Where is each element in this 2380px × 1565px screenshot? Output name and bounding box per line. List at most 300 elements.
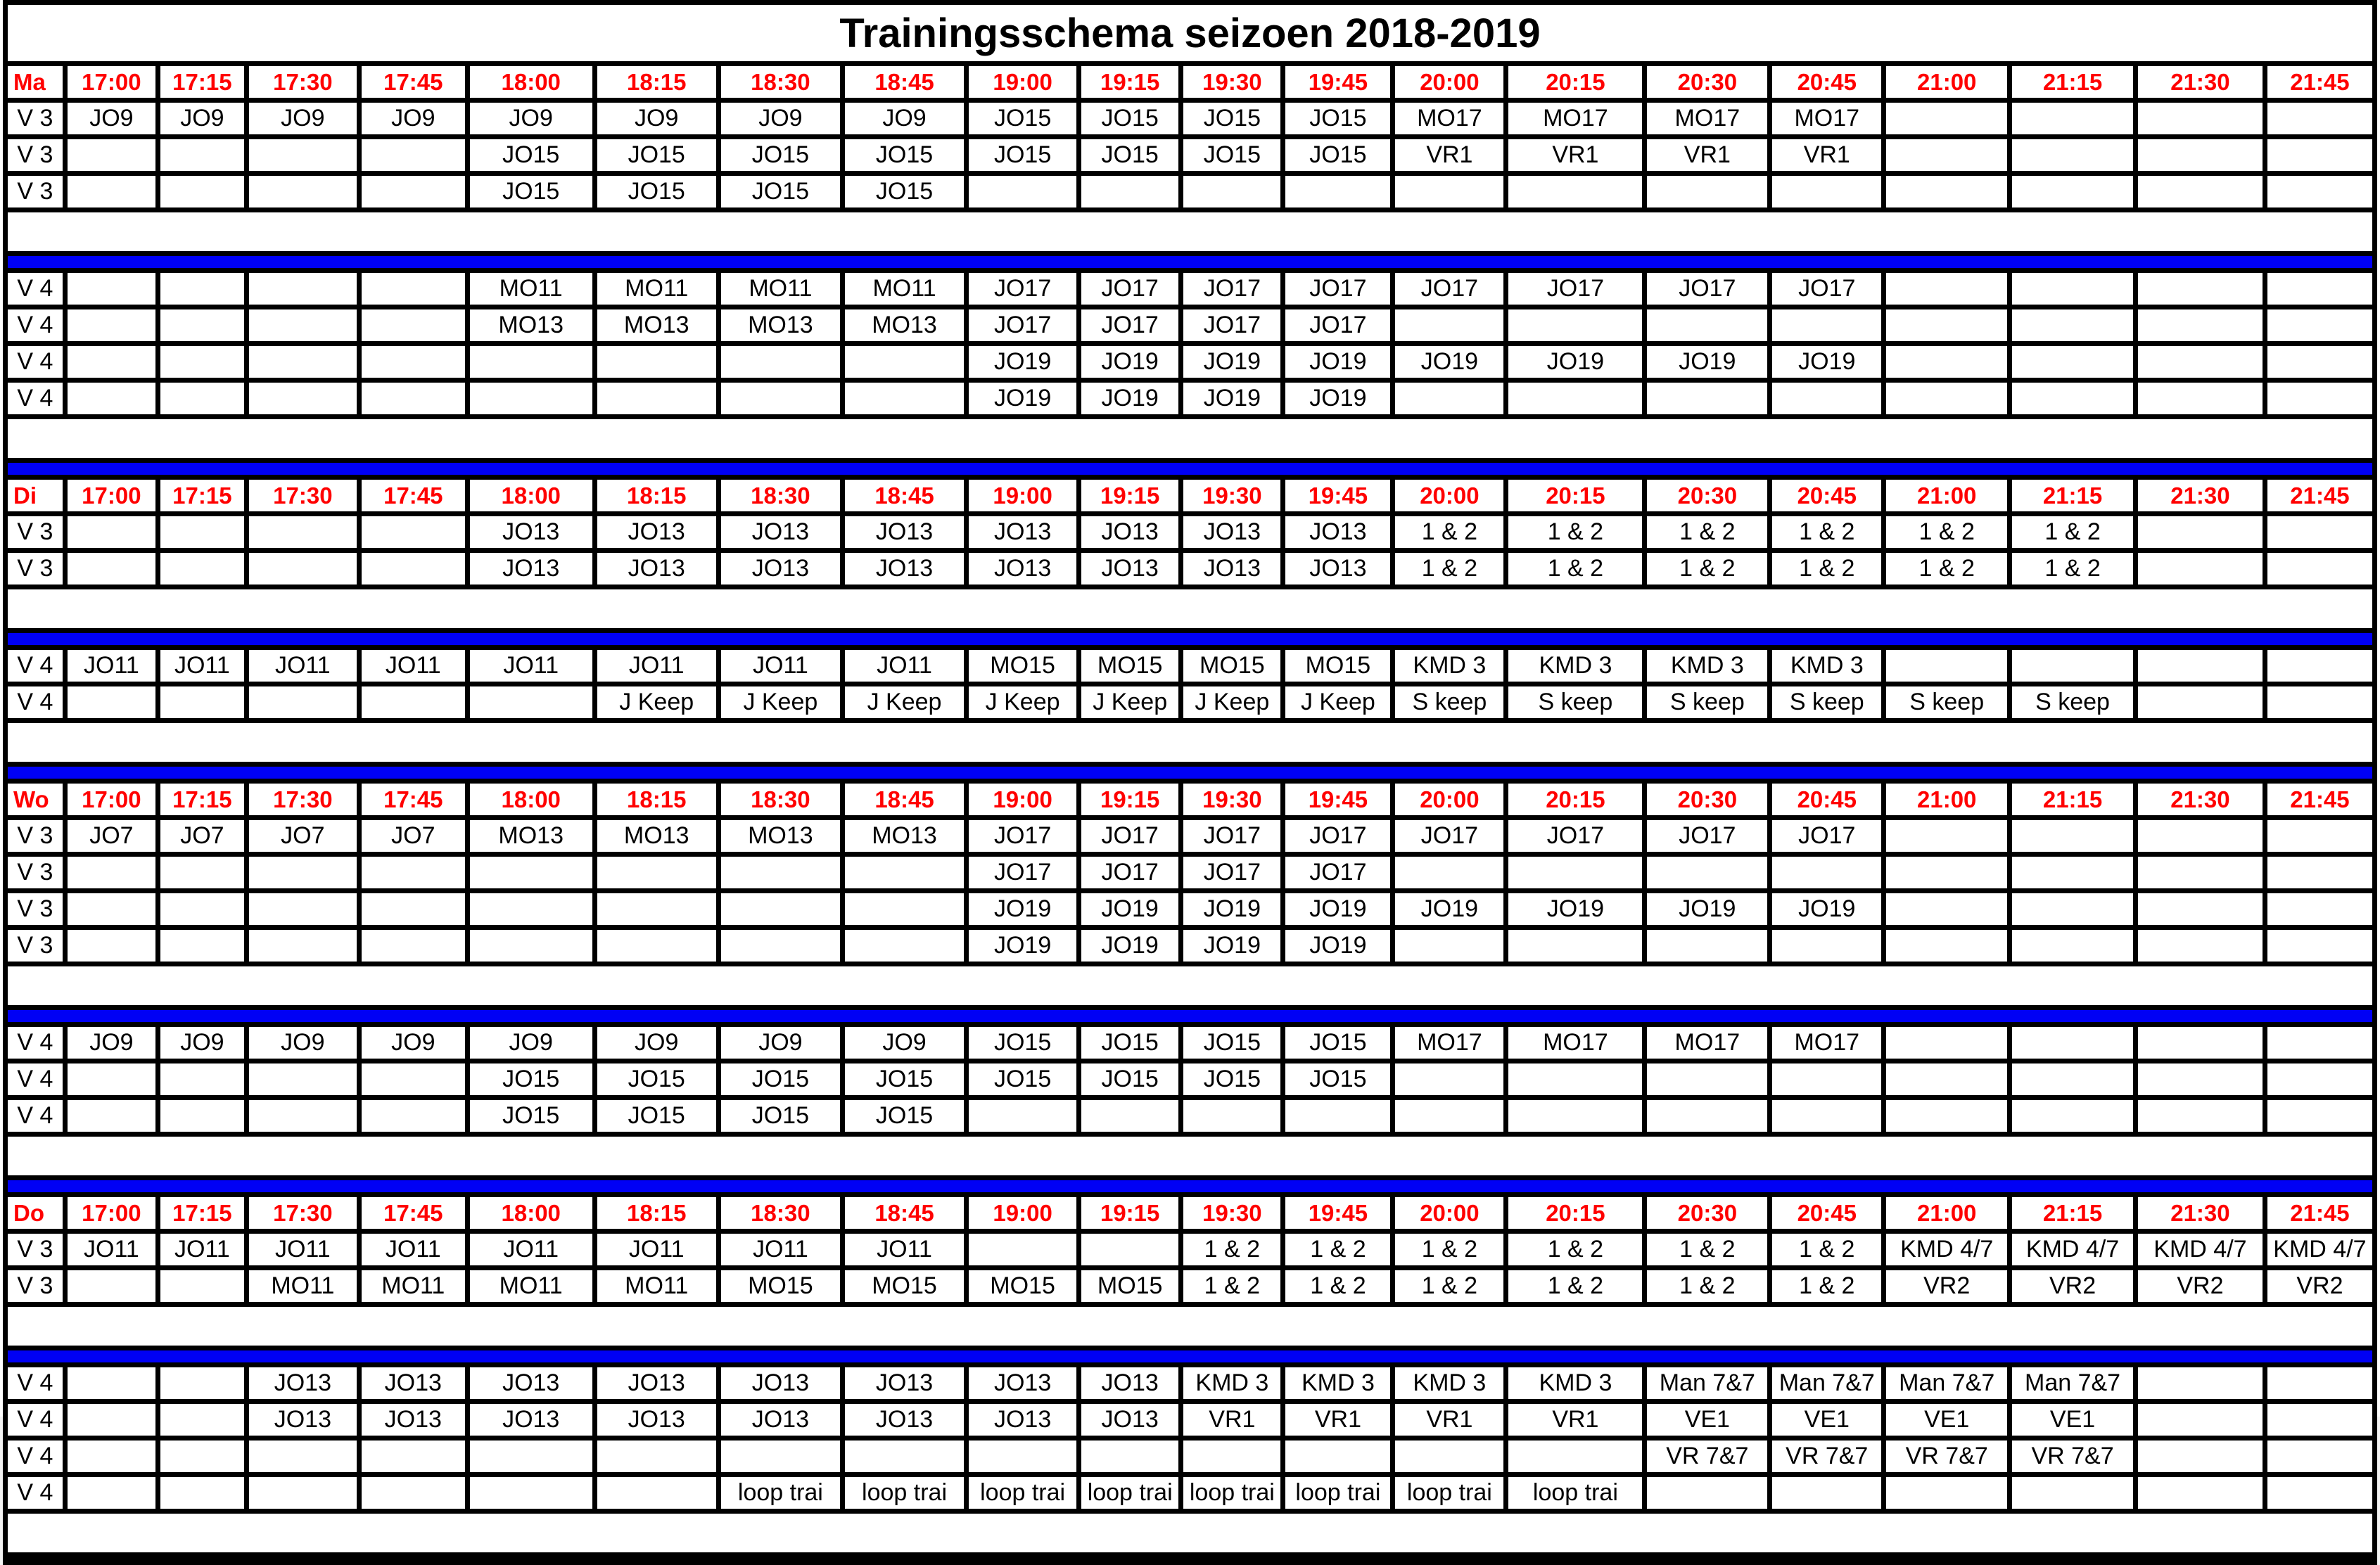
schedule-cell: KMD 3 xyxy=(1645,648,1770,684)
schedule-cell: JO9 xyxy=(359,1025,467,1061)
schedule-cell-empty xyxy=(65,1268,158,1305)
field-label: V 3 xyxy=(6,551,65,587)
schedule-cell-empty xyxy=(158,307,246,344)
schedule-cell-empty xyxy=(2010,1061,2136,1098)
schedule-cell-empty xyxy=(359,381,467,417)
schedule-cell: JO13 xyxy=(594,1402,718,1438)
section-divider-bar-row xyxy=(6,1008,2375,1025)
schedule-cell-empty xyxy=(1884,855,2010,891)
schedule-cell: JO11 xyxy=(158,648,246,684)
schedule-cell-empty xyxy=(2135,101,2265,137)
schedule-cell: JO17 xyxy=(1506,818,1645,855)
schedule-cell-empty xyxy=(842,891,966,928)
schedule-row xyxy=(6,928,2375,964)
schedule-row xyxy=(6,818,2375,855)
schedule-cell: VR 7&7 xyxy=(1770,1438,1884,1475)
schedule-cell: KMD 3 xyxy=(1506,648,1645,684)
schedule-cell-empty xyxy=(1079,1098,1181,1135)
schedule-cell: JO15 xyxy=(594,1098,718,1135)
schedule-cell: JO13 xyxy=(1079,551,1181,587)
schedule-cell-empty xyxy=(2135,174,2265,210)
schedule-cell-empty xyxy=(1393,855,1506,891)
schedule-cell-empty xyxy=(1506,174,1645,210)
schedule-cell: JO15 xyxy=(967,137,1079,174)
time-header: 17:30 xyxy=(246,781,359,818)
day-header-row-wo xyxy=(6,781,2375,818)
time-header: 19:15 xyxy=(1079,64,1181,101)
schedule-cell: MO11 xyxy=(359,1268,467,1305)
schedule-cell-empty xyxy=(1884,137,2010,174)
section-divider-bar xyxy=(6,1178,2375,1195)
time-header: 17:15 xyxy=(158,781,246,818)
schedule-cell-empty xyxy=(2010,137,2136,174)
schedule-cell: 1 & 2 xyxy=(1770,514,1884,551)
schedule-cell: JO13 xyxy=(967,1402,1079,1438)
schedule-cell: loop trai xyxy=(967,1475,1079,1512)
time-header: 20:15 xyxy=(1506,64,1645,101)
schedule-cell-empty xyxy=(2010,648,2136,684)
schedule-cell: 1 & 2 xyxy=(1181,1232,1283,1268)
schedule-cell: JO11 xyxy=(842,648,966,684)
time-header: 18:30 xyxy=(718,781,842,818)
time-header: 19:45 xyxy=(1283,1195,1393,1232)
field-label: V 3 xyxy=(6,174,65,210)
schedule-cell: JO9 xyxy=(842,101,966,137)
schedule-cell: Man 7&7 xyxy=(1645,1365,1770,1402)
time-header: 17:30 xyxy=(246,478,359,514)
schedule-cell: JO11 xyxy=(359,648,467,684)
schedule-cell: JO15 xyxy=(967,1025,1079,1061)
schedule-cell: JO11 xyxy=(467,648,594,684)
schedule-cell: S keep xyxy=(1645,684,1770,721)
title-row xyxy=(6,3,2375,64)
schedule-cell-empty xyxy=(1884,1098,2010,1135)
schedule-cell: JO13 xyxy=(1181,551,1283,587)
schedule-cell: JO7 xyxy=(158,818,246,855)
schedule-cell: VR 7&7 xyxy=(2010,1438,2136,1475)
schedule-cell: JO17 xyxy=(1393,818,1506,855)
schedule-cell: JO11 xyxy=(359,1232,467,1268)
schedule-cell: J Keep xyxy=(1079,684,1181,721)
schedule-cell: JO19 xyxy=(967,381,1079,417)
time-header: 20:45 xyxy=(1770,781,1884,818)
schedule-row xyxy=(6,1438,2375,1475)
schedule-cell: JO11 xyxy=(594,1232,718,1268)
schedule-cell: JO15 xyxy=(1181,101,1283,137)
schedule-row xyxy=(6,1268,2375,1305)
field-label: V 3 xyxy=(6,891,65,928)
schedule-cell-empty xyxy=(246,174,359,210)
time-header: 19:00 xyxy=(967,1195,1079,1232)
schedule-cell-empty xyxy=(1393,307,1506,344)
schedule-cell: loop trai xyxy=(1079,1475,1181,1512)
field-label: V 3 xyxy=(6,928,65,964)
schedule-cell-empty xyxy=(594,1438,718,1475)
schedule-cell: JO15 xyxy=(842,1098,966,1135)
field-label: V 3 xyxy=(6,514,65,551)
schedule-cell-empty xyxy=(967,174,1079,210)
schedule-cell: JO13 xyxy=(718,551,842,587)
time-header: 18:00 xyxy=(467,781,594,818)
schedule-cell: JO13 xyxy=(467,1365,594,1402)
schedule-cell-empty xyxy=(359,855,467,891)
schedule-cell: JO13 xyxy=(359,1365,467,1402)
schedule-cell: VE1 xyxy=(2010,1402,2136,1438)
schedule-cell: JO15 xyxy=(718,137,842,174)
schedule-cell: JO13 xyxy=(1079,1365,1181,1402)
schedule-cell: 1 & 2 xyxy=(1283,1268,1393,1305)
training-schedule-table xyxy=(3,0,2377,1565)
time-header: 21:00 xyxy=(1884,64,2010,101)
time-header: 18:15 xyxy=(594,478,718,514)
schedule-cell-empty xyxy=(359,684,467,721)
schedule-cell: JO17 xyxy=(1770,818,1884,855)
schedule-cell-empty xyxy=(594,891,718,928)
schedule-cell-empty xyxy=(1884,307,2010,344)
schedule-cell: S keep xyxy=(1506,684,1645,721)
schedule-cell: JO19 xyxy=(1283,344,1393,381)
schedule-cell-empty xyxy=(842,1438,966,1475)
schedule-cell: JO15 xyxy=(718,1061,842,1098)
time-header: 21:45 xyxy=(2265,1195,2374,1232)
schedule-cell: loop trai xyxy=(1506,1475,1645,1512)
schedule-cell: JO13 xyxy=(718,1402,842,1438)
schedule-cell: 1 & 2 xyxy=(1645,551,1770,587)
schedule-cell-empty xyxy=(2010,928,2136,964)
schedule-cell-empty xyxy=(1884,648,2010,684)
schedule-cell: JO7 xyxy=(65,818,158,855)
schedule-cell: MO13 xyxy=(594,818,718,855)
schedule-cell-empty xyxy=(2265,891,2374,928)
schedule-cell: VE1 xyxy=(1645,1402,1770,1438)
schedule-cell: JO17 xyxy=(1079,855,1181,891)
time-header: 17:00 xyxy=(65,781,158,818)
section-divider-bar xyxy=(6,631,2375,648)
spacer xyxy=(6,964,2375,1008)
schedule-cell-empty xyxy=(2135,514,2265,551)
schedule-cell-empty xyxy=(2265,1438,2374,1475)
schedule-cell: JO9 xyxy=(65,101,158,137)
schedule-cell-empty xyxy=(246,344,359,381)
time-header: 17:00 xyxy=(65,478,158,514)
schedule-cell: JO19 xyxy=(1079,928,1181,964)
schedule-cell-empty xyxy=(1393,174,1506,210)
schedule-cell: MO13 xyxy=(718,307,842,344)
schedule-row xyxy=(6,101,2375,137)
section-divider-bar-row xyxy=(6,765,2375,781)
time-header: 21:30 xyxy=(2135,781,2265,818)
schedule-cell-empty xyxy=(2135,344,2265,381)
schedule-cell: JO9 xyxy=(158,101,246,137)
schedule-cell-empty xyxy=(1393,1061,1506,1098)
schedule-cell: JO15 xyxy=(1181,1061,1283,1098)
schedule-cell-empty xyxy=(65,514,158,551)
schedule-cell-empty xyxy=(2135,1061,2265,1098)
schedule-cell-empty xyxy=(2010,307,2136,344)
schedule-cell-empty xyxy=(1506,1098,1645,1135)
schedule-cell-empty xyxy=(467,1438,594,1475)
schedule-cell-empty xyxy=(246,514,359,551)
schedule-row xyxy=(6,344,2375,381)
schedule-cell: JO13 xyxy=(594,514,718,551)
schedule-cell: JO19 xyxy=(1283,381,1393,417)
time-header: 18:00 xyxy=(467,478,594,514)
schedule-cell: JO19 xyxy=(1181,891,1283,928)
schedule-cell-empty xyxy=(2135,381,2265,417)
schedule-cell: JO11 xyxy=(467,1232,594,1268)
schedule-cell: 1 & 2 xyxy=(1393,1268,1506,1305)
schedule-cell-empty xyxy=(2265,101,2374,137)
schedule-cell: JO17 xyxy=(1181,855,1283,891)
schedule-cell: JO13 xyxy=(467,514,594,551)
schedule-cell: JO17 xyxy=(967,271,1079,307)
time-header: 17:30 xyxy=(246,1195,359,1232)
schedule-row xyxy=(6,381,2375,417)
schedule-cell-empty xyxy=(2135,684,2265,721)
schedule-cell: JO15 xyxy=(842,137,966,174)
schedule-cell: JO17 xyxy=(967,855,1079,891)
schedule-cell-empty xyxy=(1770,855,1884,891)
time-header: 21:00 xyxy=(1884,1195,2010,1232)
schedule-cell: JO17 xyxy=(1506,271,1645,307)
schedule-cell: JO11 xyxy=(246,648,359,684)
time-header: 19:45 xyxy=(1283,478,1393,514)
schedule-cell: J Keep xyxy=(718,684,842,721)
schedule-cell-empty xyxy=(1393,1438,1506,1475)
schedule-cell-empty xyxy=(594,344,718,381)
schedule-cell-empty xyxy=(2265,1061,2374,1098)
section-divider-bar xyxy=(6,461,2375,478)
time-header: 17:15 xyxy=(158,478,246,514)
schedule-cell: JO17 xyxy=(1079,271,1181,307)
spacer-row xyxy=(6,587,2375,631)
schedule-cell: JO13 xyxy=(594,1365,718,1402)
schedule-cell-empty xyxy=(1884,1025,2010,1061)
time-header: 18:15 xyxy=(594,781,718,818)
schedule-cell: VR 7&7 xyxy=(1884,1438,2010,1475)
schedule-cell-empty xyxy=(1645,307,1770,344)
schedule-cell: MO15 xyxy=(1079,648,1181,684)
time-header: 20:30 xyxy=(1645,1195,1770,1232)
schedule-cell-empty xyxy=(65,891,158,928)
time-header: 17:00 xyxy=(65,64,158,101)
schedule-cell: 1 & 2 xyxy=(2010,551,2136,587)
schedule-cell: JO9 xyxy=(594,101,718,137)
section-divider-bar-row xyxy=(6,631,2375,648)
schedule-cell-empty xyxy=(2265,551,2374,587)
schedule-cell-empty xyxy=(158,344,246,381)
schedule-cell: S keep xyxy=(2010,684,2136,721)
field-label: V 3 xyxy=(6,101,65,137)
time-header: 18:30 xyxy=(718,478,842,514)
schedule-cell: JO17 xyxy=(1181,271,1283,307)
schedule-cell-empty xyxy=(65,381,158,417)
schedule-cell: JO13 xyxy=(842,1365,966,1402)
schedule-cell: loop trai xyxy=(1283,1475,1393,1512)
schedule-row xyxy=(6,514,2375,551)
time-header: 19:30 xyxy=(1181,1195,1283,1232)
schedule-cell: JO17 xyxy=(1770,271,1884,307)
spacer xyxy=(6,721,2375,765)
schedule-cell: JO9 xyxy=(158,1025,246,1061)
field-label: V 4 xyxy=(6,1061,65,1098)
schedule-cell-empty xyxy=(1506,1061,1645,1098)
schedule-cell-empty xyxy=(842,381,966,417)
schedule-cell-empty xyxy=(359,174,467,210)
schedule-cell-empty xyxy=(2135,271,2265,307)
schedule-cell: JO11 xyxy=(65,1232,158,1268)
schedule-cell-empty xyxy=(2010,101,2136,137)
time-header: 21:00 xyxy=(1884,781,2010,818)
time-header: 20:45 xyxy=(1770,64,1884,101)
schedule-cell-empty xyxy=(1884,381,2010,417)
schedule-cell: JO19 xyxy=(1645,344,1770,381)
day-label-wo: Wo xyxy=(6,781,65,818)
schedule-cell: JO11 xyxy=(718,1232,842,1268)
schedule-cell: VR1 xyxy=(1393,137,1506,174)
day-header-row-do xyxy=(6,1195,2375,1232)
time-header: 19:15 xyxy=(1079,478,1181,514)
schedule-cell: JO17 xyxy=(1283,855,1393,891)
schedule-cell: 1 & 2 xyxy=(1645,1232,1770,1268)
schedule-cell: JO17 xyxy=(1079,818,1181,855)
schedule-cell: JO19 xyxy=(1181,928,1283,964)
schedule-cell-empty xyxy=(2265,137,2374,174)
time-header: 20:15 xyxy=(1506,478,1645,514)
section-divider-bar-row xyxy=(6,1178,2375,1195)
schedule-cell-empty xyxy=(2010,271,2136,307)
schedule-cell-empty xyxy=(467,1475,594,1512)
section-divider-bar xyxy=(6,765,2375,781)
time-header: 18:45 xyxy=(842,64,966,101)
schedule-cell: KMD 3 xyxy=(1181,1365,1283,1402)
time-header: 19:30 xyxy=(1181,781,1283,818)
schedule-cell: JO13 xyxy=(1283,551,1393,587)
schedule-cell-empty xyxy=(65,684,158,721)
schedule-cell: JO19 xyxy=(1181,381,1283,417)
schedule-cell-empty xyxy=(1884,891,2010,928)
schedule-cell: JO15 xyxy=(1283,101,1393,137)
schedule-cell: S keep xyxy=(1393,684,1506,721)
schedule-cell-empty xyxy=(359,514,467,551)
schedule-cell-empty xyxy=(1884,1475,2010,1512)
field-label: V 4 xyxy=(6,344,65,381)
schedule-cell: VR2 xyxy=(2265,1268,2374,1305)
schedule-cell-empty xyxy=(2135,137,2265,174)
schedule-cell: VR2 xyxy=(2010,1268,2136,1305)
schedule-cell: JO17 xyxy=(1645,271,1770,307)
schedule-cell: MO15 xyxy=(967,648,1079,684)
schedule-cell-empty xyxy=(246,1098,359,1135)
schedule-cell: JO13 xyxy=(967,514,1079,551)
field-label: V 4 xyxy=(6,1475,65,1512)
schedule-cell: JO15 xyxy=(1079,1061,1181,1098)
time-header: 18:00 xyxy=(467,64,594,101)
schedule-cell: 1 & 2 xyxy=(1770,1232,1884,1268)
schedule-cell-empty xyxy=(2010,818,2136,855)
day-label-do: Do xyxy=(6,1195,65,1232)
schedule-cell-empty xyxy=(1884,344,2010,381)
schedule-cell: KMD 4/7 xyxy=(1884,1232,2010,1268)
schedule-cell: MO17 xyxy=(1393,101,1506,137)
schedule-cell: VR1 xyxy=(1393,1402,1506,1438)
time-header: 18:15 xyxy=(594,1195,718,1232)
schedule-row xyxy=(6,684,2375,721)
schedule-cell-empty xyxy=(1079,1232,1181,1268)
time-header: 21:15 xyxy=(2010,1195,2136,1232)
time-header: 21:30 xyxy=(2135,64,2265,101)
schedule-cell-empty xyxy=(359,344,467,381)
time-header: 20:45 xyxy=(1770,1195,1884,1232)
schedule-row xyxy=(6,1475,2375,1512)
schedule-cell: VR2 xyxy=(2135,1268,2265,1305)
schedule-cell-empty xyxy=(359,891,467,928)
schedule-cell-empty xyxy=(1506,381,1645,417)
field-label: V 4 xyxy=(6,1402,65,1438)
schedule-cell-empty xyxy=(2010,1025,2136,1061)
schedule-cell: JO13 xyxy=(246,1402,359,1438)
section-divider-bar-row xyxy=(6,1348,2375,1365)
schedule-cell: VR1 xyxy=(1506,137,1645,174)
schedule-cell: MO11 xyxy=(246,1268,359,1305)
schedule-cell: 1 & 2 xyxy=(1283,1232,1393,1268)
spacer xyxy=(6,210,2375,254)
time-header: 17:45 xyxy=(359,781,467,818)
time-header: 19:45 xyxy=(1283,64,1393,101)
schedule-cell-empty xyxy=(246,684,359,721)
schedule-cell: JO11 xyxy=(842,1232,966,1268)
field-label: V 3 xyxy=(6,1232,65,1268)
schedule-cell: J Keep xyxy=(1283,684,1393,721)
schedule-cell: JO11 xyxy=(718,648,842,684)
schedule-row xyxy=(6,307,2375,344)
schedule-cell: S keep xyxy=(1770,684,1884,721)
schedule-cell-empty xyxy=(1884,174,2010,210)
schedule-cell: JO9 xyxy=(359,101,467,137)
schedule-cell-empty xyxy=(65,1365,158,1402)
time-header: 20:30 xyxy=(1645,64,1770,101)
time-header: 18:15 xyxy=(594,64,718,101)
spacer-row xyxy=(6,1512,2375,1553)
schedule-cell-empty xyxy=(467,855,594,891)
schedule-cell: JO15 xyxy=(842,1061,966,1098)
schedule-cell-empty xyxy=(246,855,359,891)
schedule-cell-empty xyxy=(1506,855,1645,891)
schedule-cell-empty xyxy=(842,344,966,381)
schedule-cell: MO15 xyxy=(1181,648,1283,684)
schedule-cell: loop trai xyxy=(718,1475,842,1512)
schedule-cell-empty xyxy=(158,928,246,964)
schedule-cell-empty xyxy=(2135,307,2265,344)
schedule-cell: JO15 xyxy=(467,174,594,210)
schedule-cell-empty xyxy=(1645,855,1770,891)
schedule-cell: JO15 xyxy=(1181,137,1283,174)
schedule-cell-empty xyxy=(2265,1098,2374,1135)
time-header: 19:45 xyxy=(1283,781,1393,818)
schedule-cell: J Keep xyxy=(1181,684,1283,721)
day-header-row-di xyxy=(6,478,2375,514)
schedule-cell-empty xyxy=(1770,928,1884,964)
schedule-cell: JO19 xyxy=(1283,928,1393,964)
schedule-cell-empty xyxy=(2135,928,2265,964)
schedule-cell-empty xyxy=(1645,1098,1770,1135)
schedule-cell: JO17 xyxy=(1181,307,1283,344)
schedule-cell: Man 7&7 xyxy=(1770,1365,1884,1402)
schedule-cell-empty xyxy=(158,1402,246,1438)
schedule-cell: JO13 xyxy=(1079,514,1181,551)
schedule-cell-empty xyxy=(1393,381,1506,417)
schedule-cell-empty xyxy=(1283,174,1393,210)
